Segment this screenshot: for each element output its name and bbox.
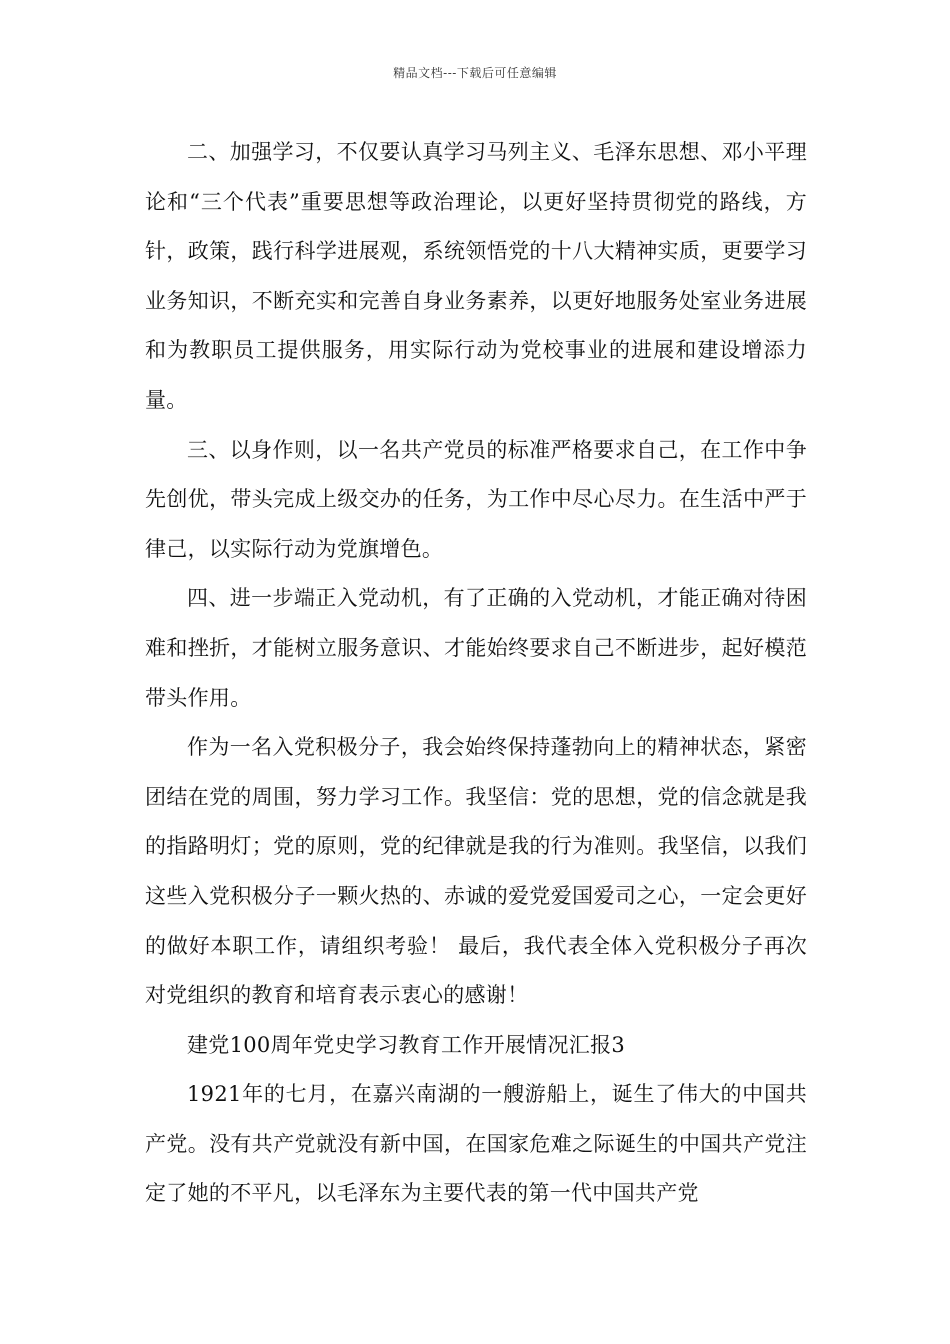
paragraph-study: 二、加强学习，不仅要认真学习马列主义、毛泽东思想、邓小平理论和“三个代表”重要思想等政治理论，以更好坚持贯彻党的路线，方针，政策，践行科学进展观，系统领悟党的十八大精神实质，更要学习业务知识，不断充实和完善自身业务素养，以更好地服务处室业务进展和为教职员工提供服务，用实际行动为党校事业的进展和建设增添力量。 — [145, 140, 807, 412]
paragraph-conclusion: 作为一名入党积极分子，我会始终保持蓬勃向上的精神状态，紧密团结在党的周围，努力学习工作。我坚信：党的思想，党的信念就是我的指路明灯；党的原则，党的纪律就是我的行为准则。我坚信，以我们这些入党积极分子一颗火热的、赤诚的爱党爱国爱司之心，一定会更好的做好本职工作，请组织考验！ 最后，我代表全体入党积极分子再次对党组织的教育和培育表示衷心的感谢！ — [145, 735, 807, 1008]
section-heading: 建党100周年党史学习教育工作开展情况汇报3 — [187, 1032, 626, 1057]
page-header: 精品文档---下载后可任意编辑 — [393, 66, 557, 80]
document-body — [145, 128, 807, 1219]
paragraph-motivation: 四、进一步端正入党动机，有了正确的入党动机，才能正确对待困难和挫折，才能树立服务意识、才能始终要求自己不断进步，起好模范带头作用。 — [145, 586, 807, 710]
paragraph-history: 1921年的七月，在嘉兴南湖的一艘游船上，诞生了伟大的中国共产党。没有共产党就没有新中国，在国家危难之际诞生的中国共产党注定了她的不平凡，以毛泽东为主要代表的第一代中国共产党 — [145, 1082, 807, 1206]
paragraph-lead-by-example: 三、以身作则，以一名共产党员的标准严格要求自己，在工作中争先创优，带头完成上级交办的任务，为工作中尽心尽力。在生活中严于律己，以实际行动为党旗增色。 — [145, 437, 807, 561]
